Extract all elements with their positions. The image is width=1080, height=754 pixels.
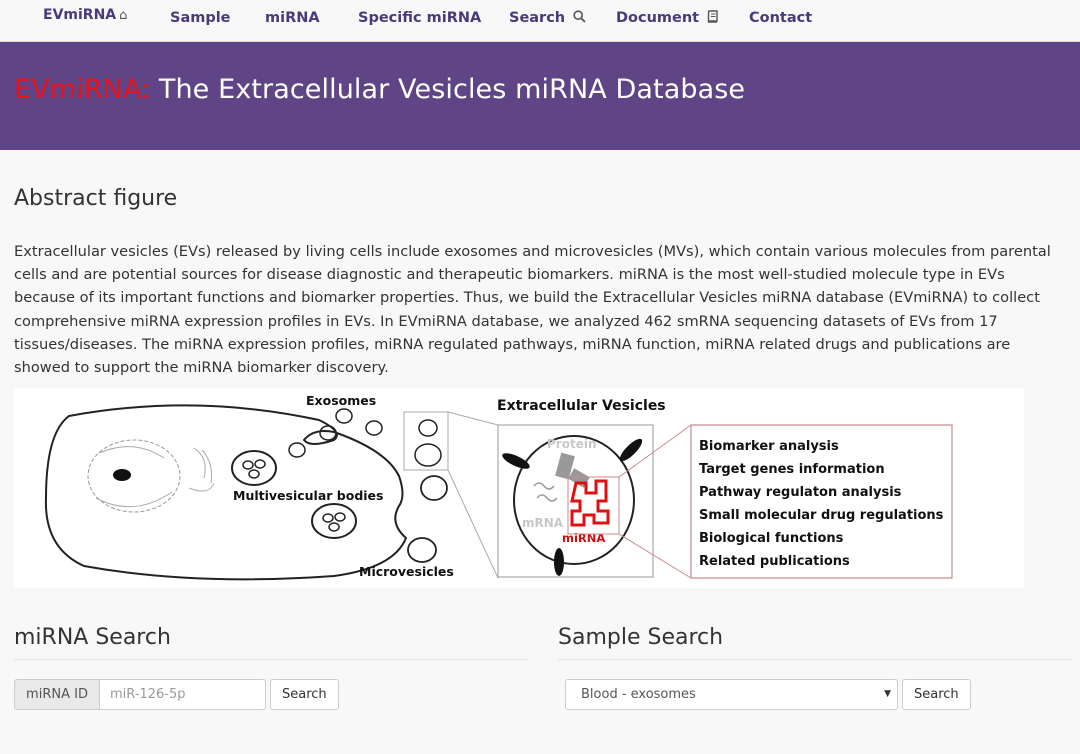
nav-sample[interactable]: Sample: [170, 10, 231, 26]
top-navbar: [0, 0, 1080, 42]
er-lines: [96, 447, 172, 507]
sample-search-button[interactable]: Search: [902, 679, 971, 710]
mirna-id-input[interactable]: [100, 679, 266, 710]
feature-3: Pathway regulaton analysis: [699, 485, 902, 500]
nav-specific-mirna[interactable]: Specific miRNA: [358, 10, 482, 26]
abstract-figure: [14, 388, 1024, 588]
feature-1: Biomarker analysis: [699, 439, 839, 454]
divider-mirna: [14, 659, 528, 660]
mirna-search-heading: miRNA Search: [14, 625, 171, 650]
sample-select[interactable]: [565, 679, 898, 710]
nucleolus-shape: [113, 469, 131, 481]
label-microvesicles: Microvesicles: [359, 564, 454, 579]
mvb-shape: [232, 451, 276, 485]
nav-brand-label: EVmiRNA: [43, 7, 117, 23]
label-mirna: miRNA: [562, 531, 606, 545]
label-multivesicular: Multivesicular bodies: [233, 488, 384, 503]
book-icon: [707, 10, 719, 23]
nav-search-label: Search: [509, 10, 566, 26]
nav-contact[interactable]: Contact: [749, 10, 813, 26]
label-mrna: mRNA: [522, 516, 564, 530]
banner-brand: EVmiRNA:: [14, 74, 151, 105]
nav-mirna[interactable]: miRNA: [265, 10, 320, 26]
mirna-search-button[interactable]: Search: [270, 679, 339, 710]
feature-4: Small molecular drug regulations: [699, 508, 944, 523]
search-icon: [573, 10, 586, 23]
label-exosomes: Exosomes: [306, 393, 377, 408]
nav-search[interactable]: [509, 0, 586, 36]
divider-sample: [558, 659, 1072, 660]
label-protein: Protein: [547, 437, 597, 451]
banner-title: The Extracellular Vesicles miRNA Database: [150, 74, 746, 105]
feature-6: Related publications: [699, 554, 850, 569]
label-ev-title: Extracellular Vesicles: [497, 398, 666, 414]
nav-brand[interactable]: [43, 0, 127, 33]
sample-select-value: Blood - exosomes: [581, 687, 696, 702]
page-title: [14, 74, 745, 105]
mvb-shape-2: [312, 504, 356, 538]
nav-document-label: Document: [616, 10, 700, 26]
sample-search-heading: Sample Search: [558, 625, 724, 650]
abstract-text: Extracellular vesicles (EVs) released by living cells include exosomes and microvesicles (MVs), which contain various molecules from parental cells and are potential sources for disease diagnostic and therapeutic biomarkers. miRNA is the most well-studied molecule type in EVs because of its important functions and biomarker properties. Thus, we build the Extracellular Vesicles miRNA database (EVmiRNA) to collect comprehensive miRNA expression profiles in EVs. In EVmiRNA database, we analyzed 462 smRNA sequencing datasets of EVs from 17 tissues/diseases. The miRNA expression profiles, miRNA regulated pathways, miRNA function, miRNA related drugs and publications are showed to support the miRNA biomarker discovery.: [14, 243, 1051, 377]
golgi-lines: [189, 448, 214, 491]
feature-5: Biological functions: [699, 531, 844, 546]
abstract-heading: Abstract figure: [14, 186, 178, 211]
home-icon: ⌂: [119, 8, 128, 23]
nav-document[interactable]: [616, 0, 719, 36]
feature-2: Target genes information: [699, 462, 885, 477]
caret-down-icon: ▼: [884, 689, 891, 699]
mirna-search-group: [14, 679, 266, 710]
header-banner: [0, 42, 1080, 150]
mirna-id-addon: miRNA ID: [14, 679, 100, 710]
